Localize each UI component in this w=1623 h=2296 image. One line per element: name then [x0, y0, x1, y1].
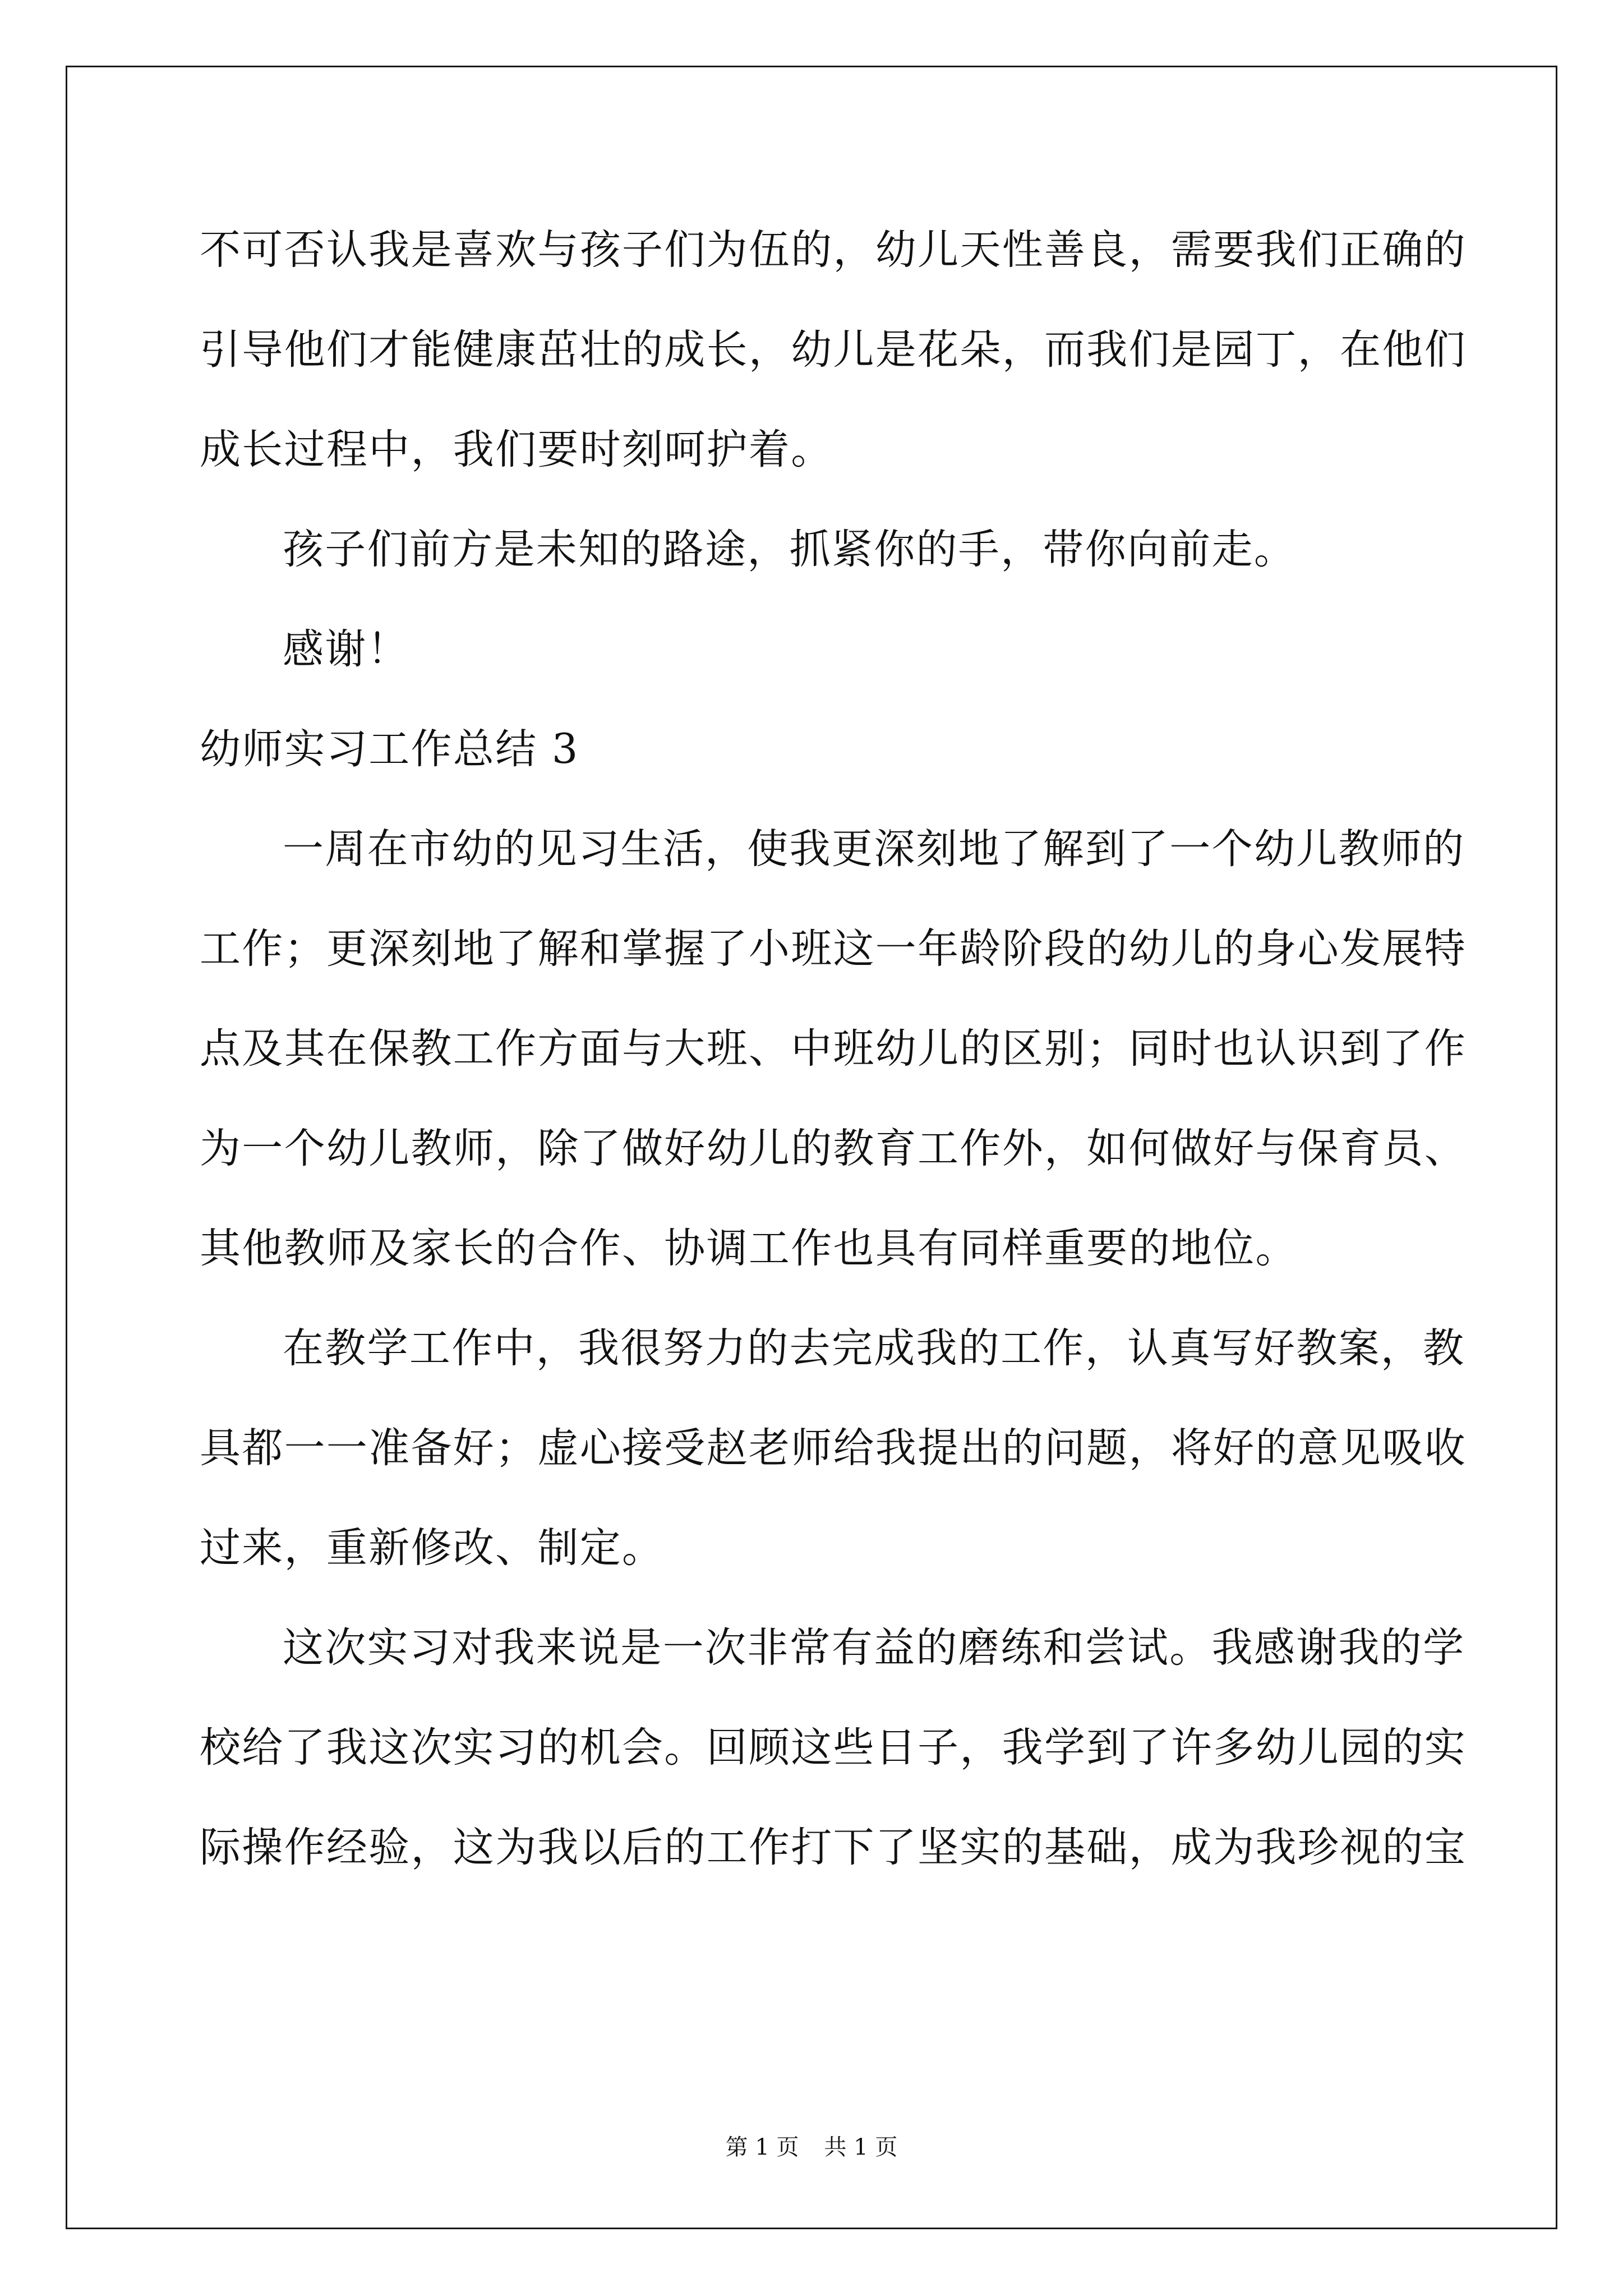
page-number-current: 第 1 页 — [725, 2134, 799, 2160]
paragraph-start: 感谢！ — [283, 625, 409, 673]
text-line: 点及其在保教工作方面与大班、中班幼儿的区别；同时也认识到了作 — [200, 1025, 1467, 1073]
page-footer — [0, 2131, 1623, 2164]
paragraph-start: 这次实习对我来说是一次非常有益的磨练和尝试。我感谢我的学 — [283, 1624, 1465, 1672]
paragraph-start: 一周在市幼的见习生活，使我更深刻地了解到了一个幼儿教师的 — [283, 825, 1465, 873]
document-body — [200, 208, 1467, 1906]
section-heading: 幼师实习工作总结 3 — [200, 725, 579, 773]
text-line: 过来，重新修改、制定。 — [200, 1524, 665, 1572]
text-line: 校给了我这次实习的机会。回顾这些日子，我学到了许多幼儿园的实 — [200, 1724, 1467, 1772]
text-line: 际操作经验，这为我以后的工作打下了坚实的基础，成为我珍视的宝 — [200, 1824, 1467, 1871]
text-line: 成长过程中，我们要时刻呵护着。 — [200, 426, 833, 473]
text-line: 其他教师及家长的合作、协调工作也具有同样重要的地位。 — [200, 1225, 1298, 1272]
text-line: 不可否认我是喜欢与孩子们为伍的，幼儿天性善良，需要我们正确的 — [200, 226, 1467, 274]
text-line: 具都一一准备好；虚心接受赵老师给我提出的问题，将好的意见吸收 — [200, 1424, 1467, 1472]
text-line: 引导他们才能健康茁壮的成长，幼儿是花朵，而我们是园丁，在他们 — [200, 326, 1467, 374]
paragraph-start: 孩子们前方是未知的路途，抓紧你的手，带你向前走。 — [283, 526, 1297, 573]
page-number-total: 共 1 页 — [824, 2134, 898, 2160]
text-line: 工作；更深刻地了解和掌握了小班这一年龄阶段的幼儿的身心发展特 — [200, 925, 1467, 973]
text-line: 为一个幼儿教师，除了做好幼儿的教育工作外，如何做好与保育员、 — [200, 1125, 1467, 1172]
paragraph-start: 在教学工作中，我很努力的去完成我的工作，认真写好教案，教 — [283, 1324, 1465, 1372]
